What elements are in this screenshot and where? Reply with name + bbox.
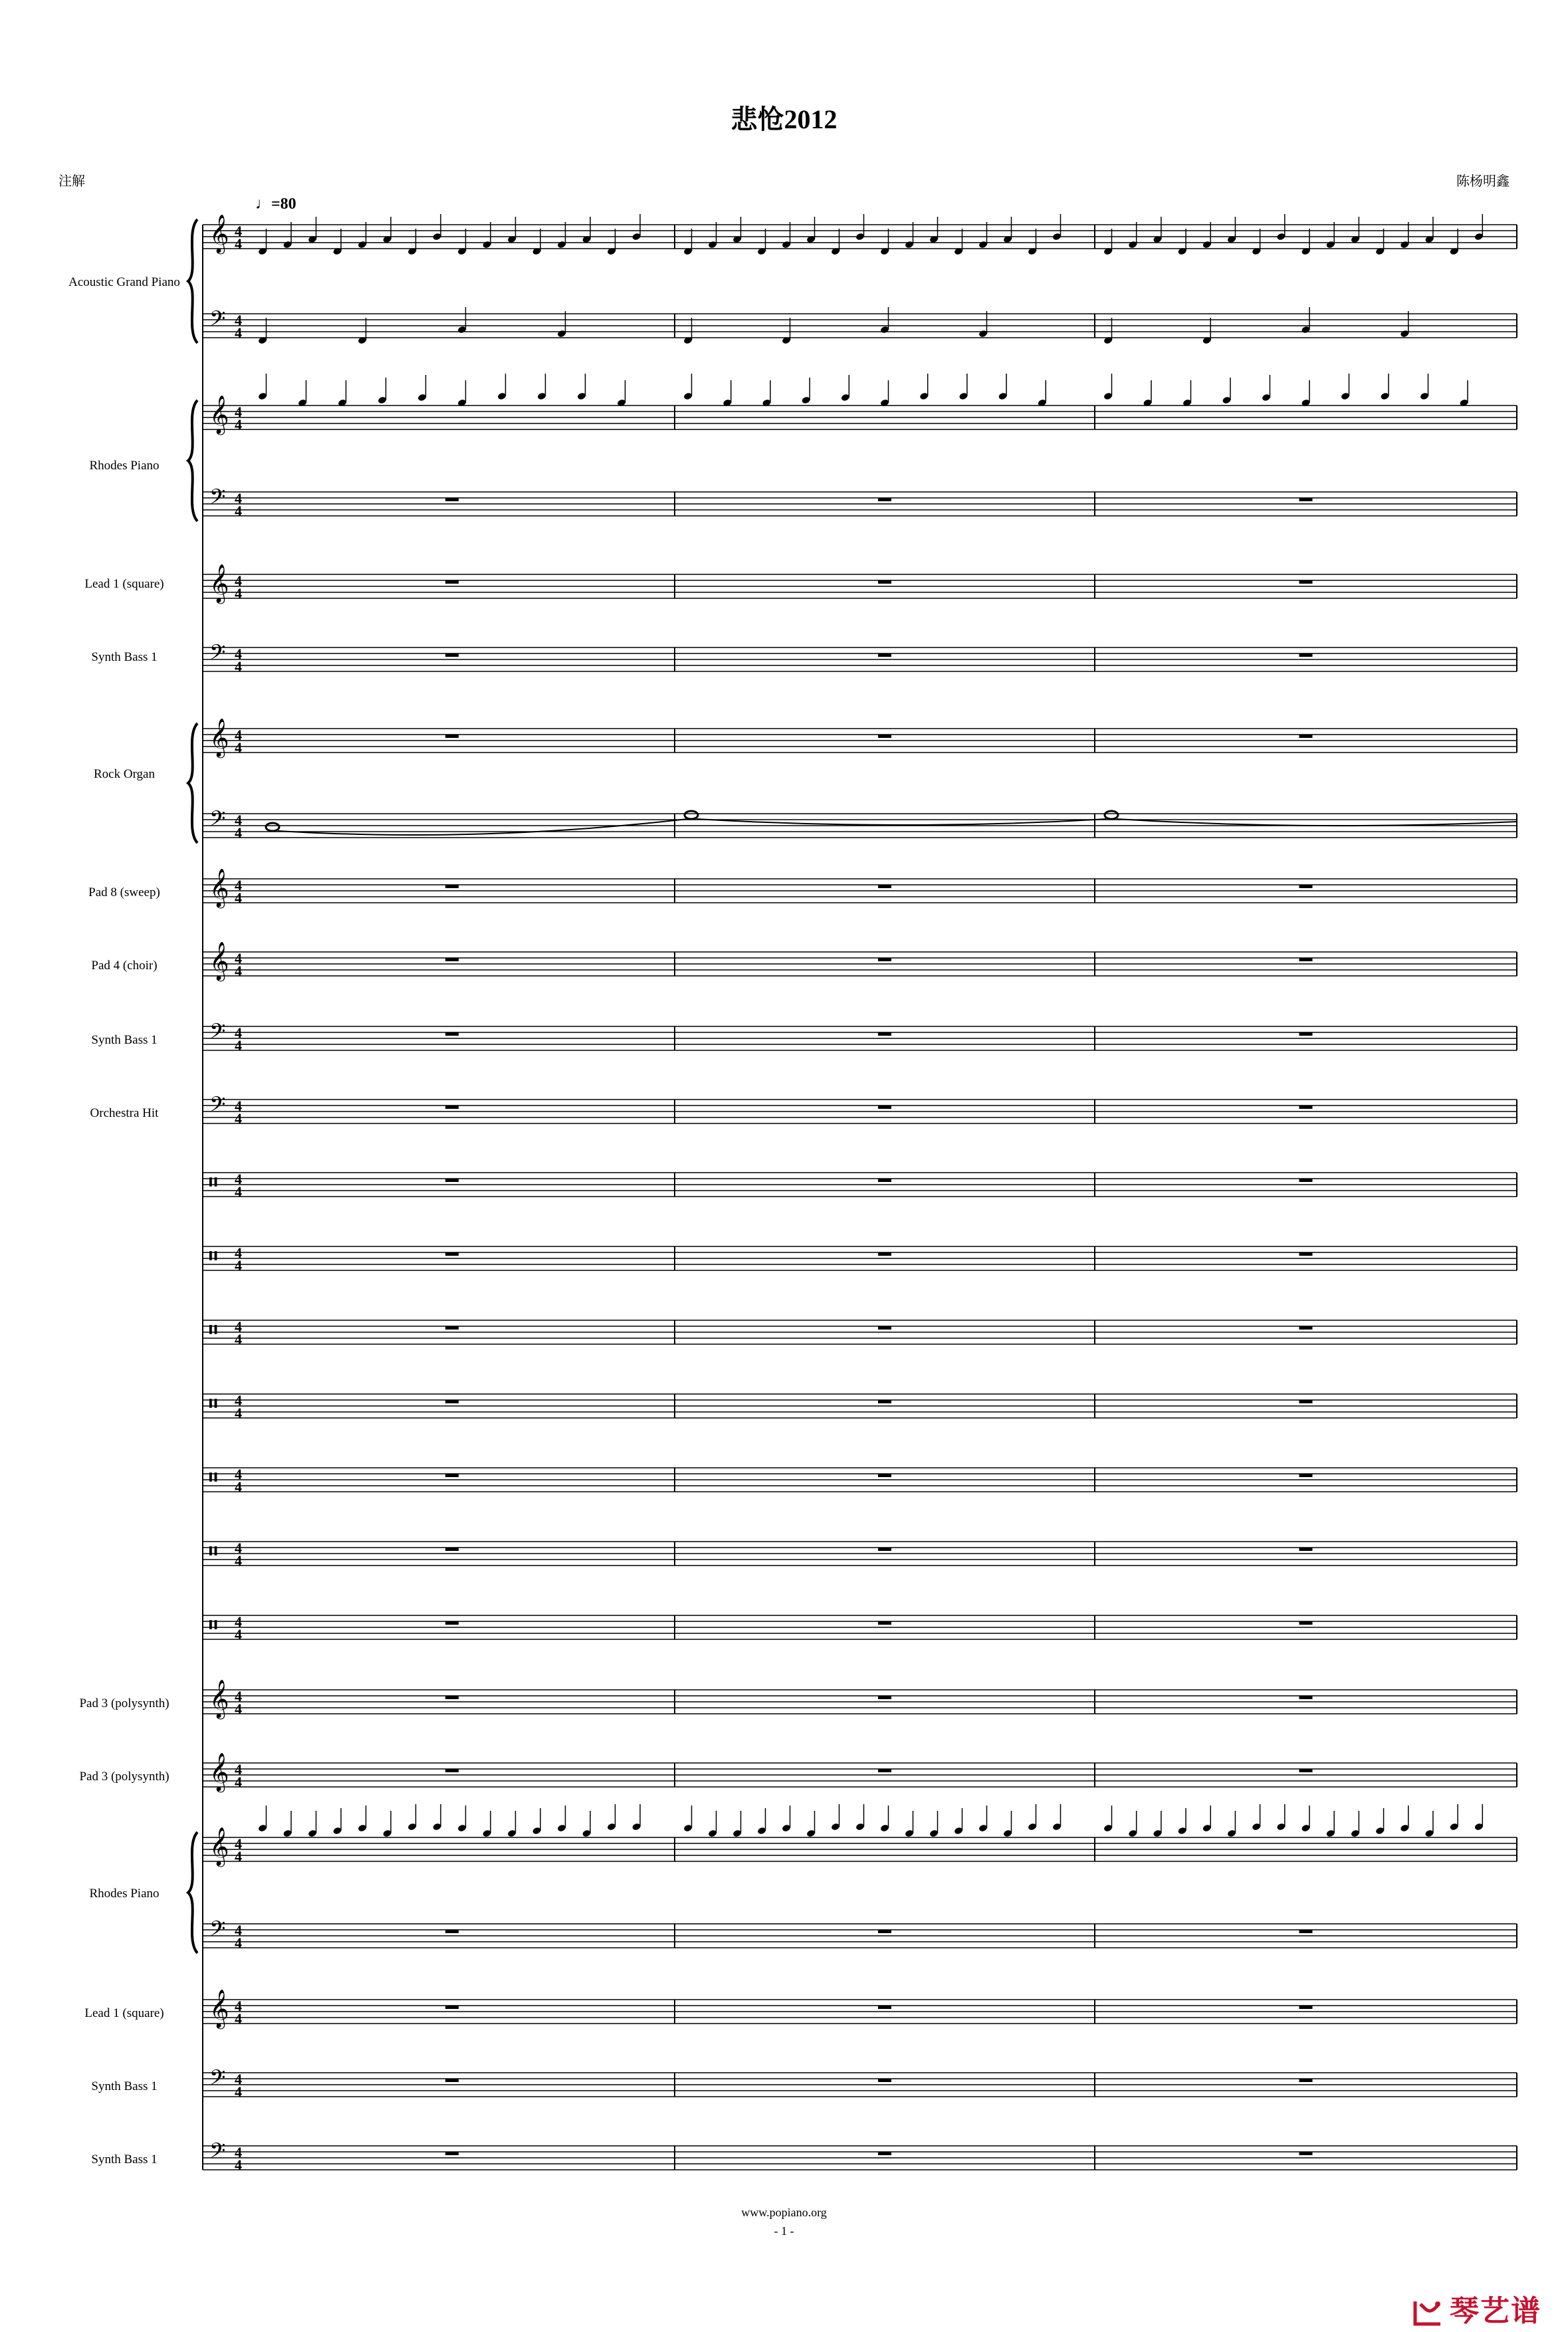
whole-rest [1299, 1769, 1313, 1772]
whole-rest [878, 580, 891, 584]
time-signature: 4 [235, 877, 242, 893]
whole-rest [878, 1930, 891, 1933]
bass-clef: 𝄢 [209, 306, 226, 336]
whole-rest [878, 2079, 891, 2082]
time-signature: 4 [235, 1540, 242, 1556]
treble-clef: 𝄞 [209, 1752, 229, 1791]
time-signature: 4 [235, 1761, 242, 1778]
time-signature: 4 [235, 2083, 242, 2100]
brace [188, 1832, 197, 1953]
time-signature: 4 [235, 1848, 242, 1865]
whole-rest [445, 958, 459, 961]
footer-url[interactable]: www.popiano.org [741, 2206, 827, 2219]
whole-rest [878, 498, 891, 501]
perc-clef: 𝄥 [209, 1537, 217, 1566]
whole-rest [445, 580, 459, 584]
time-signature: 4 [235, 1552, 242, 1569]
time-signature: 4 [235, 1331, 242, 1347]
time-signature: 4 [235, 812, 242, 828]
treble-clef: 𝄞 [209, 1989, 229, 2028]
instrument-label: Pad 3 (polysynth) [79, 1770, 169, 1784]
bass-clef: 𝄢 [209, 640, 226, 669]
whole-rest [445, 885, 459, 888]
whole-rest [1299, 498, 1313, 501]
time-signature: 4 [235, 1257, 242, 1274]
time-signature: 4 [235, 1934, 242, 1951]
time-signature: 4 [235, 1922, 242, 1938]
whole-rest [445, 1179, 459, 1182]
time-signature: 4 [235, 235, 242, 252]
perc-clef: 𝄥 [209, 1389, 217, 1419]
time-signature: 4 [235, 739, 242, 756]
instrument-label: Pad 3 (polysynth) [79, 1696, 169, 1710]
time-signature: 4 [235, 645, 242, 662]
time-signature: 4 [235, 223, 242, 239]
treble-clef: 𝄞 [209, 564, 229, 602]
time-signature: 4 [235, 1098, 242, 1114]
perc-clef: 𝄥 [209, 1463, 217, 1492]
bass-clef: 𝄢 [209, 1917, 226, 1946]
instrument-label: Orchestra Hit [90, 1106, 159, 1120]
brand-text: 琴艺谱 [1450, 2294, 1541, 2328]
time-signature: 4 [235, 404, 242, 420]
time-signature: 4 [235, 950, 242, 967]
bass-clef: 𝄢 [209, 2139, 226, 2168]
treble-clef: 𝄞 [209, 868, 229, 907]
whole-rest [445, 1252, 459, 1256]
whole-rest [445, 1769, 459, 1772]
time-signature: 4 [235, 727, 242, 743]
whole-rest [445, 1032, 459, 1036]
whole-rest [445, 2152, 459, 2155]
whole-rest [1299, 1252, 1313, 1256]
instrument-label: Acoustic Grand Piano [68, 275, 180, 289]
whole-rest [1299, 1326, 1313, 1330]
tempo-marking: ♩=80 [255, 195, 296, 213]
treble-clef: 𝄞 [209, 214, 229, 253]
instrument-label: Synth Bass 1 [91, 2153, 158, 2166]
instrument-label: Rock Organ [94, 767, 155, 781]
time-signature: 4 [235, 2144, 242, 2160]
time-signature: 4 [235, 490, 242, 507]
whole-rest [878, 1474, 891, 1477]
page-number: - 1 - [774, 2224, 794, 2238]
whole-note [266, 823, 279, 831]
whole-rest [1299, 1548, 1313, 1551]
time-signature: 4 [235, 312, 242, 328]
whole-note [685, 811, 698, 819]
whole-rest [445, 1930, 459, 1933]
whole-rest [1299, 1106, 1313, 1109]
whole-rest [445, 735, 459, 738]
whole-rest [878, 958, 891, 961]
whole-rest [445, 1326, 459, 1330]
whole-rest [1299, 958, 1313, 961]
whole-rest [1299, 1179, 1313, 1182]
time-signature: 4 [235, 416, 242, 433]
instrument-label: Synth Bass 1 [91, 650, 158, 664]
time-signature: 4 [235, 2157, 242, 2173]
brand-icon [1411, 2296, 1444, 2329]
whole-rest [878, 735, 891, 738]
brace [188, 723, 197, 843]
time-signature: 4 [235, 503, 242, 519]
whole-rest [1299, 1400, 1313, 1403]
whole-rest [878, 653, 891, 657]
time-signature: 4 [235, 585, 242, 602]
time-signature: 4 [235, 889, 242, 906]
time-signature: 4 [235, 1171, 242, 1187]
whole-rest [1299, 2006, 1313, 2009]
whole-rest [1299, 885, 1313, 888]
instrument-label: Pad 4 (choir) [91, 959, 158, 973]
composer-name: 陈杨明鑫 [1456, 174, 1510, 189]
instrument-label: Synth Bass 1 [91, 2079, 158, 2093]
time-signature: 4 [235, 1318, 242, 1335]
whole-rest [445, 1400, 459, 1403]
bass-clef: 𝄢 [209, 2065, 226, 2095]
whole-rest [1299, 580, 1313, 584]
bass-clef: 𝄢 [209, 485, 226, 514]
time-signature: 4 [235, 2071, 242, 2087]
time-signature: 4 [235, 824, 242, 841]
time-signature: 4 [235, 658, 242, 675]
whole-rest [878, 1400, 891, 1403]
time-signature: 4 [235, 1392, 242, 1409]
instrument-label: Rhodes Piano [89, 459, 160, 473]
time-signature: 4 [235, 1478, 242, 1495]
time-signature: 4 [235, 572, 242, 589]
whole-rest [878, 885, 891, 888]
time-signature: 4 [235, 2010, 242, 2027]
whole-rest [445, 498, 459, 501]
whole-rest [878, 1032, 891, 1036]
whole-rest [878, 1621, 891, 1625]
whole-rest [878, 1326, 891, 1330]
whole-rest [445, 1696, 459, 1699]
time-signature: 4 [235, 1835, 242, 1852]
bass-clef: 𝄢 [209, 1092, 226, 1121]
instrument-label: Synth Bass 1 [91, 1033, 158, 1047]
whole-rest [878, 2006, 891, 2009]
annotation-label: 注解 [58, 174, 85, 189]
whole-rest [1299, 2079, 1313, 2082]
time-signature: 4 [235, 1183, 242, 1200]
time-signature: 4 [235, 1024, 242, 1041]
whole-note [1105, 811, 1118, 819]
treble-clef: 𝄞 [209, 395, 229, 433]
instrument-label: Lead 1 (square) [84, 577, 164, 591]
treble-clef: 𝄞 [209, 1679, 229, 1718]
whole-rest [1299, 1696, 1313, 1699]
whole-rest [445, 1106, 459, 1109]
time-signature: 4 [235, 1405, 242, 1421]
brace [188, 400, 197, 521]
perc-clef: 𝄥 [209, 1242, 217, 1271]
time-signature: 4 [235, 324, 242, 341]
tie [278, 819, 687, 835]
bass-clef: 𝄢 [209, 1019, 226, 1048]
treble-clef: 𝄞 [209, 941, 229, 980]
brand-logo [1411, 2287, 1541, 2329]
whole-rest [878, 1696, 891, 1699]
time-signature: 4 [235, 963, 242, 979]
perc-clef: 𝄥 [209, 1316, 217, 1345]
treble-clef: 𝄞 [209, 718, 229, 757]
instrument-label: Pad 8 (sweep) [88, 885, 160, 899]
time-signature: 4 [235, 1244, 242, 1261]
perc-clef: 𝄥 [209, 1168, 217, 1197]
whole-rest [1299, 1474, 1313, 1477]
whole-rest [445, 1548, 459, 1551]
time-signature: 4 [235, 1626, 242, 1643]
whole-rest [1299, 2152, 1313, 2155]
whole-rest [878, 1252, 891, 1256]
time-signature: 4 [235, 1613, 242, 1630]
instrument-label: Rhodes Piano [89, 1887, 160, 1901]
time-signature: 4 [235, 1700, 242, 1717]
score-title: 悲怆2012 [730, 104, 838, 134]
whole-rest [1299, 1032, 1313, 1036]
time-signature: 4 [235, 1037, 242, 1054]
whole-rest [445, 2006, 459, 2009]
whole-rest [878, 1769, 891, 1772]
whole-rest [878, 1548, 891, 1551]
bass-clef: 𝄢 [209, 806, 226, 836]
whole-rest [878, 1179, 891, 1182]
time-signature: 4 [235, 1110, 242, 1127]
treble-clef: 𝄞 [209, 1827, 229, 1865]
time-signature: 4 [235, 1688, 242, 1704]
whole-rest [445, 1474, 459, 1477]
whole-rest [1299, 653, 1313, 657]
whole-rest [445, 2079, 459, 2082]
whole-rest [878, 1106, 891, 1109]
whole-rest [1299, 735, 1313, 738]
whole-rest [445, 1621, 459, 1625]
whole-rest [1299, 1930, 1313, 1933]
time-signature: 4 [235, 1998, 242, 2014]
instrument-label: Lead 1 (square) [84, 2006, 164, 2020]
perc-clef: 𝄥 [209, 1611, 217, 1640]
whole-rest [445, 653, 459, 657]
whole-rest [878, 2152, 891, 2155]
whole-rest [1299, 1621, 1313, 1625]
time-signature: 4 [235, 1774, 242, 1790]
time-signature: 4 [235, 1466, 242, 1482]
brace [188, 219, 197, 343]
